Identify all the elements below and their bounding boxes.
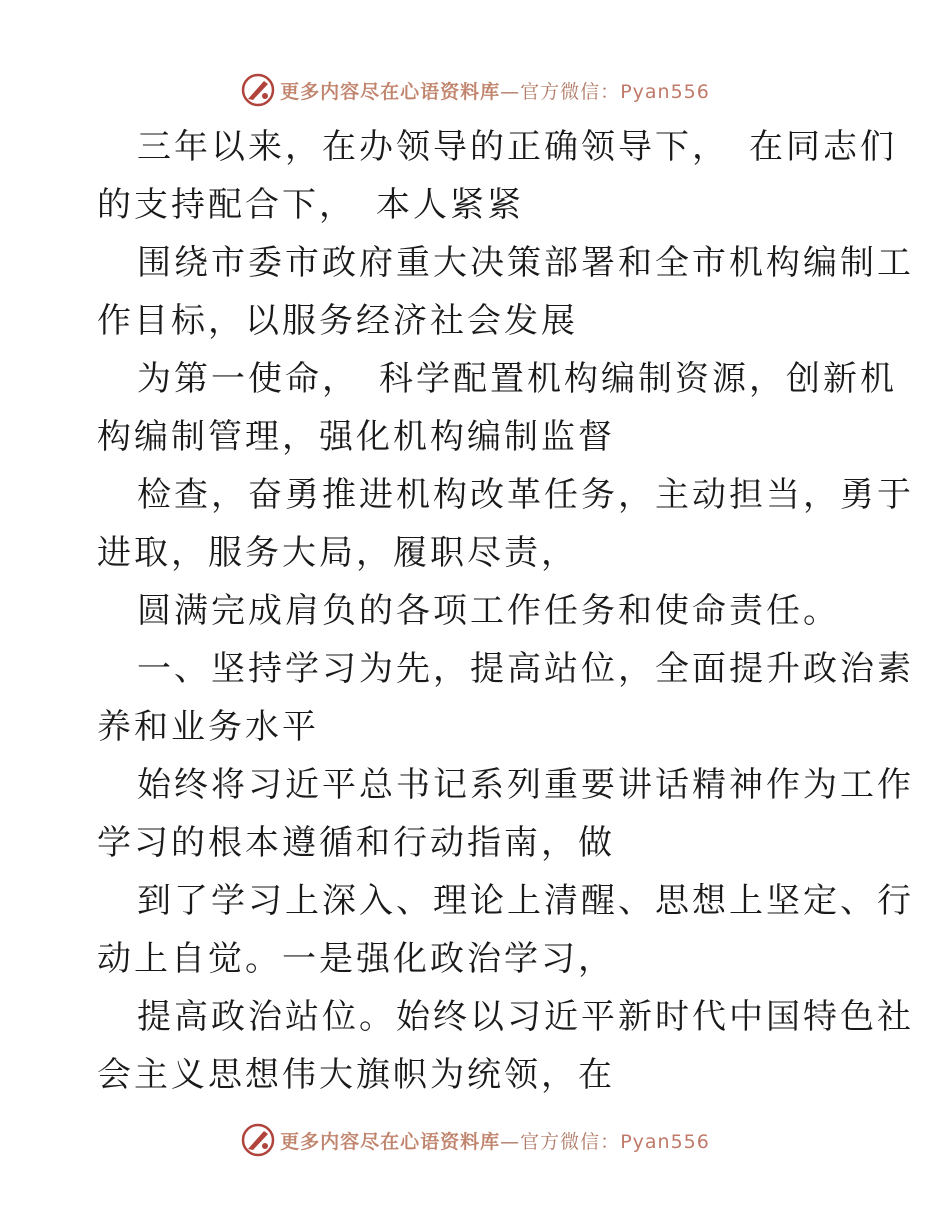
quill-logo-icon (240, 1122, 276, 1158)
text-line: 养和业务水平 (97, 707, 319, 747)
text-line: 学习的根本遵循和行动指南，做 (97, 823, 615, 863)
banner-wechat-label: —官方微信： (500, 80, 621, 103)
text-line: 提高政治站位。始终以习近平新时代中国特色社 (137, 997, 914, 1037)
banner-title: 更多内容尽在心语资料库 (280, 80, 501, 103)
text-line: 作目标，以服务经济社会发展 (97, 301, 578, 341)
footer-banner (0, 1120, 950, 1160)
header-banner (0, 70, 950, 110)
text-line: 检查，奋勇推进机构改革任务，主动担当，勇于 (137, 475, 914, 515)
text-line: 会主义思想伟大旗帜为统领，在 (97, 1055, 615, 1095)
text-line: 三年以来，在办领导的正确领导下， 在同志们 (137, 127, 897, 167)
text-line: 为第一使命， 科学配置机构编制资源，创新机 (137, 359, 897, 399)
banner-title: 更多内容尽在心语资料库 (280, 1130, 501, 1153)
text-line: 构编制管理，强化机构编制监督 (97, 417, 615, 457)
text-line: 到了学习上深入、理论上清醒、思想上坚定、行 (137, 881, 914, 921)
banner-wechat-id: Pyan556 (620, 1130, 710, 1153)
banner-wechat-label: —官方微信： (500, 1130, 621, 1153)
banner-wechat-id: Pyan556 (620, 80, 710, 103)
text-line: 一、坚持学习为先，提高站位，全面提升政治素 (137, 649, 914, 689)
text-line: 围绕市委市政府重大决策部署和全市机构编制工 (137, 243, 914, 283)
text-line: 的支持配合下， 本人紧紧 (97, 185, 524, 225)
text-line: 进取，服务大局，履职尽责， (97, 533, 578, 573)
text-line: 动上自觉。一是强化政治学习， (97, 939, 615, 979)
document-body (97, 118, 914, 1104)
text-line: 圆满完成肩负的各项工作任务和使命责任。 (137, 591, 840, 631)
text-line: 始终将习近平总书记系列重要讲话精神作为工作 (137, 765, 914, 805)
quill-logo-icon (240, 72, 276, 108)
